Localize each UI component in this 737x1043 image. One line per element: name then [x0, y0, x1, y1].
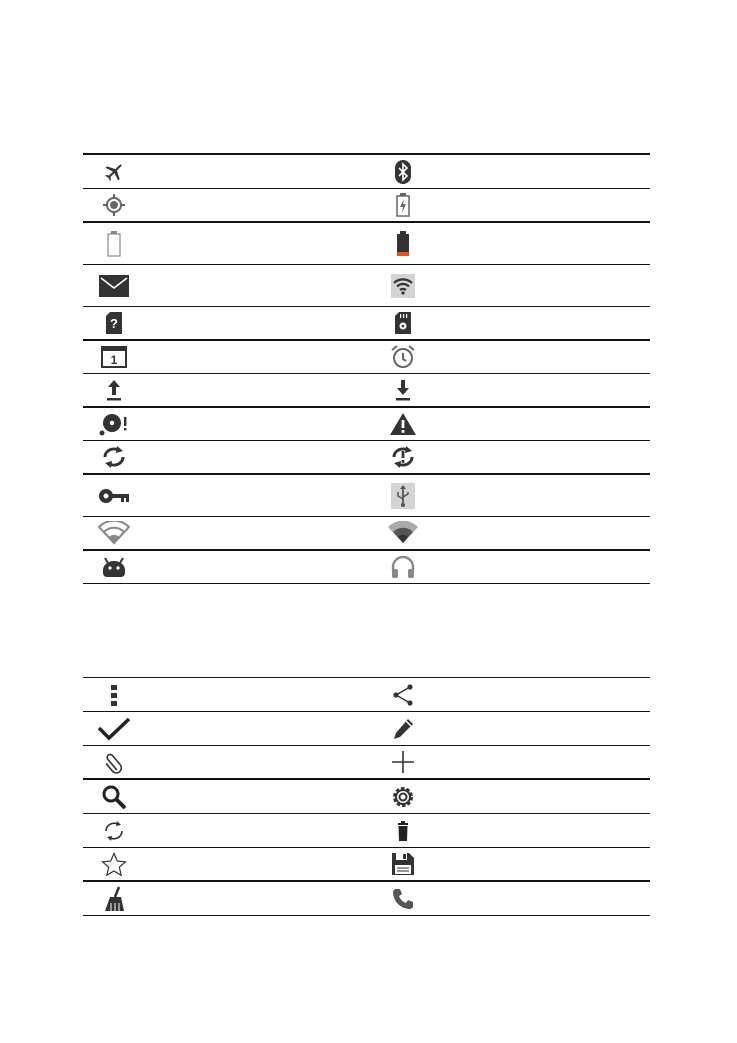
- table-cell: [83, 408, 145, 440]
- table-cell: [372, 307, 434, 339]
- sd-card-prepare-icon: [395, 312, 411, 334]
- airplane-mode-icon: [102, 160, 126, 184]
- table-cell: [372, 441, 434, 473]
- delete-trash-icon: [397, 821, 409, 841]
- table-cell: [83, 155, 145, 188]
- table-cell: [83, 517, 145, 549]
- add-plus-icon: [391, 750, 415, 774]
- table-row: [83, 814, 650, 848]
- table-cell: [83, 189, 145, 221]
- alarm-icon: [390, 344, 416, 370]
- download-icon: [395, 378, 411, 402]
- table-cell: [372, 712, 434, 745]
- table-row: [83, 408, 650, 441]
- table-row: [83, 341, 650, 374]
- table-row: [83, 551, 650, 584]
- svg-text:1: 1: [110, 353, 118, 367]
- table-cell: [372, 517, 434, 549]
- table-row: [83, 307, 650, 341]
- table-cell: [372, 408, 434, 440]
- missed-call-disc-icon: [98, 412, 130, 436]
- table-cell: [372, 223, 434, 264]
- action-icons-table: [83, 677, 650, 916]
- table-cell: [83, 265, 145, 306]
- phone-icon: [391, 887, 415, 911]
- table-row: [83, 441, 650, 475]
- refresh-icon: [102, 819, 126, 843]
- table-cell: [83, 223, 145, 264]
- attachment-icon: [103, 750, 125, 774]
- vpn-key-icon: [98, 487, 130, 505]
- usb-debugging-icon: [391, 483, 415, 509]
- wifi-signal-icon: [387, 521, 419, 545]
- table-row: [83, 678, 650, 712]
- table-row: [83, 189, 650, 223]
- battery-low-icon: [396, 231, 410, 257]
- table-cell: [372, 814, 434, 847]
- menu-more-icon: [110, 684, 118, 706]
- bluetooth-icon: [395, 160, 411, 184]
- warning-icon: [389, 412, 417, 436]
- table-cell: [372, 848, 434, 880]
- table-cell: [372, 155, 434, 188]
- table-row: [83, 746, 650, 780]
- table-row: [83, 475, 650, 517]
- table-row: [83, 374, 650, 408]
- table-cell: [372, 551, 434, 583]
- table-cell: [372, 341, 434, 373]
- table-cell: [372, 678, 434, 711]
- table-row: [83, 780, 650, 814]
- wifi-available-icon: [391, 274, 415, 298]
- edit-pencil-icon: [391, 717, 415, 741]
- status-icons-table: [83, 153, 650, 584]
- gps-location-icon: [102, 193, 126, 217]
- table-cell: [372, 882, 434, 915]
- share-icon: [392, 684, 414, 706]
- table-cell: [83, 374, 145, 406]
- table-row: [83, 265, 650, 307]
- table-cell: [83, 712, 145, 745]
- table-cell: [372, 746, 434, 778]
- battery-empty-icon: [107, 231, 121, 257]
- table-cell: [83, 341, 145, 373]
- clear-broom-icon: [101, 886, 127, 912]
- search-icon: [101, 784, 127, 810]
- table-row: [83, 712, 650, 746]
- table-cell: [372, 780, 434, 813]
- table-cell: [372, 189, 434, 221]
- headset-icon: [390, 555, 416, 579]
- table-cell: [372, 475, 434, 516]
- table-cell: [83, 882, 145, 915]
- wifi-outline-icon: [98, 521, 130, 545]
- email-icon: [99, 275, 129, 297]
- table-cell: [83, 848, 145, 880]
- check-icon: [97, 717, 131, 741]
- table-cell: [83, 551, 145, 583]
- favorite-star-icon: [101, 852, 127, 876]
- table-row: [83, 882, 650, 916]
- table-cell: [83, 441, 145, 473]
- table-cell: [83, 780, 145, 813]
- sync-icon: [100, 445, 128, 469]
- sd-card-missing-icon: [106, 312, 122, 334]
- sync-error-icon: [389, 445, 417, 469]
- table-cell: [372, 265, 434, 306]
- table-cell: [83, 814, 145, 847]
- table-cell: [83, 307, 145, 339]
- upload-icon: [106, 378, 122, 402]
- table-row: [83, 848, 650, 882]
- svg-text:?: ?: [110, 316, 118, 331]
- table-cell: [83, 746, 145, 778]
- calendar-event-icon: [101, 346, 127, 368]
- table-cell: [372, 374, 434, 406]
- table-row: [83, 223, 650, 265]
- save-floppy-icon: [391, 852, 415, 876]
- table-row: [83, 155, 650, 189]
- battery-charging-icon: [396, 193, 410, 217]
- android-debug-icon: [100, 556, 128, 578]
- table-row: [83, 517, 650, 551]
- table-cell: [83, 678, 145, 711]
- table-cell: [83, 475, 145, 516]
- settings-gear-icon: [390, 784, 416, 810]
